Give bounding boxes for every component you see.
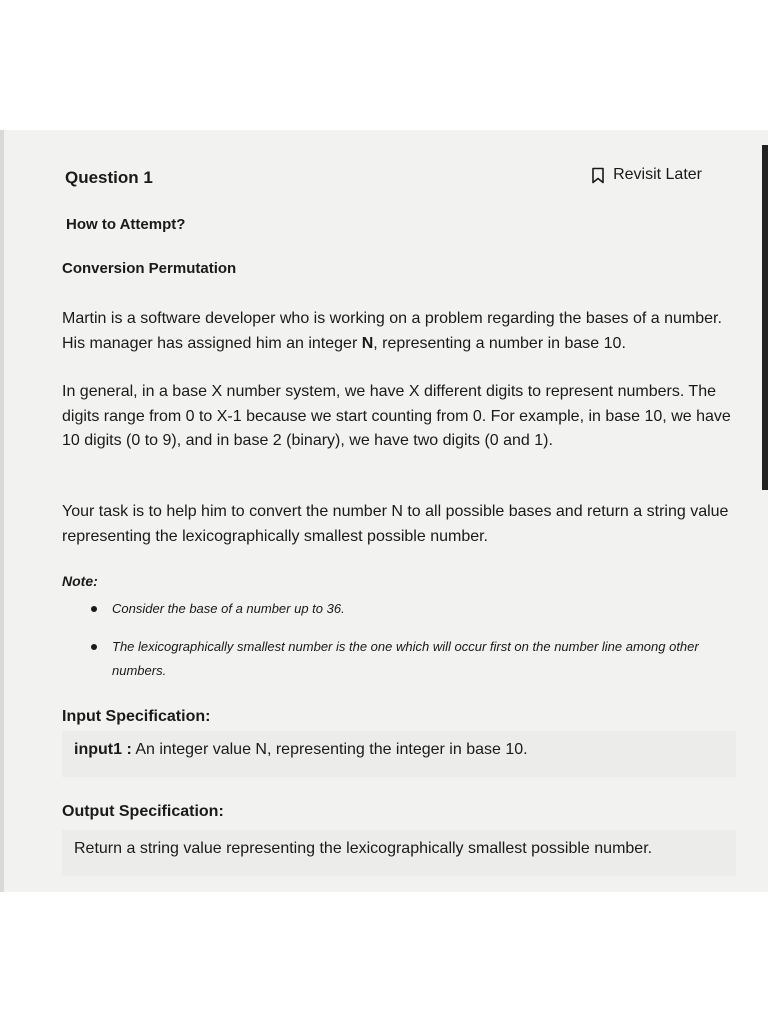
question-title: Question 1 xyxy=(65,168,153,187)
problem-paragraph-2: In general, in a base X number system, we have X different digits to represent numbers. The digits range from 0 to X-1 because we start counting from 0. For example, in base 10, we have 10 digits (0 to 9), and in base 2 (binary), we have two digits (0 and 1). xyxy=(62,383,731,449)
note-item: The lexicographically smallest number is the one which will occur first on the number line among other numbers. xyxy=(88,635,708,683)
input-spec-heading: Input Specification: xyxy=(62,708,211,725)
input-spec-box xyxy=(62,731,736,777)
question-header xyxy=(62,166,702,194)
note-item: Consider the base of a number up to 36. xyxy=(88,597,708,621)
revisit-later-button[interactable] xyxy=(591,166,702,184)
problem-paragraph-1: Martin is a software developer who is working on a problem regarding the bases of a number. His manager has assigned him an integer N, representing a number in base 10. xyxy=(62,310,722,352)
problem-paragraph-3: Your task is to help him to convert the number N to all possible bases and return a string value representing the lexicographically smallest possible number. xyxy=(62,503,729,545)
how-to-attempt-link[interactable]: How to Attempt? xyxy=(66,216,186,233)
input-description: An integer value N, representing the integer in base 10. xyxy=(131,741,528,758)
bookmark-icon xyxy=(591,167,605,184)
note-list xyxy=(88,597,708,683)
scrollbar[interactable] xyxy=(762,145,768,490)
revisit-later-label: Revisit Later xyxy=(613,166,702,183)
problem-title: Conversion Permutation xyxy=(62,260,237,277)
input-name: input1 : xyxy=(74,741,132,758)
output-spec-heading: Output Specification: xyxy=(62,803,224,820)
output-description: Return a string value representing the lexicographically smallest possible number. xyxy=(74,840,653,857)
note-label: Note: xyxy=(62,573,98,589)
output-spec-box xyxy=(62,830,736,876)
